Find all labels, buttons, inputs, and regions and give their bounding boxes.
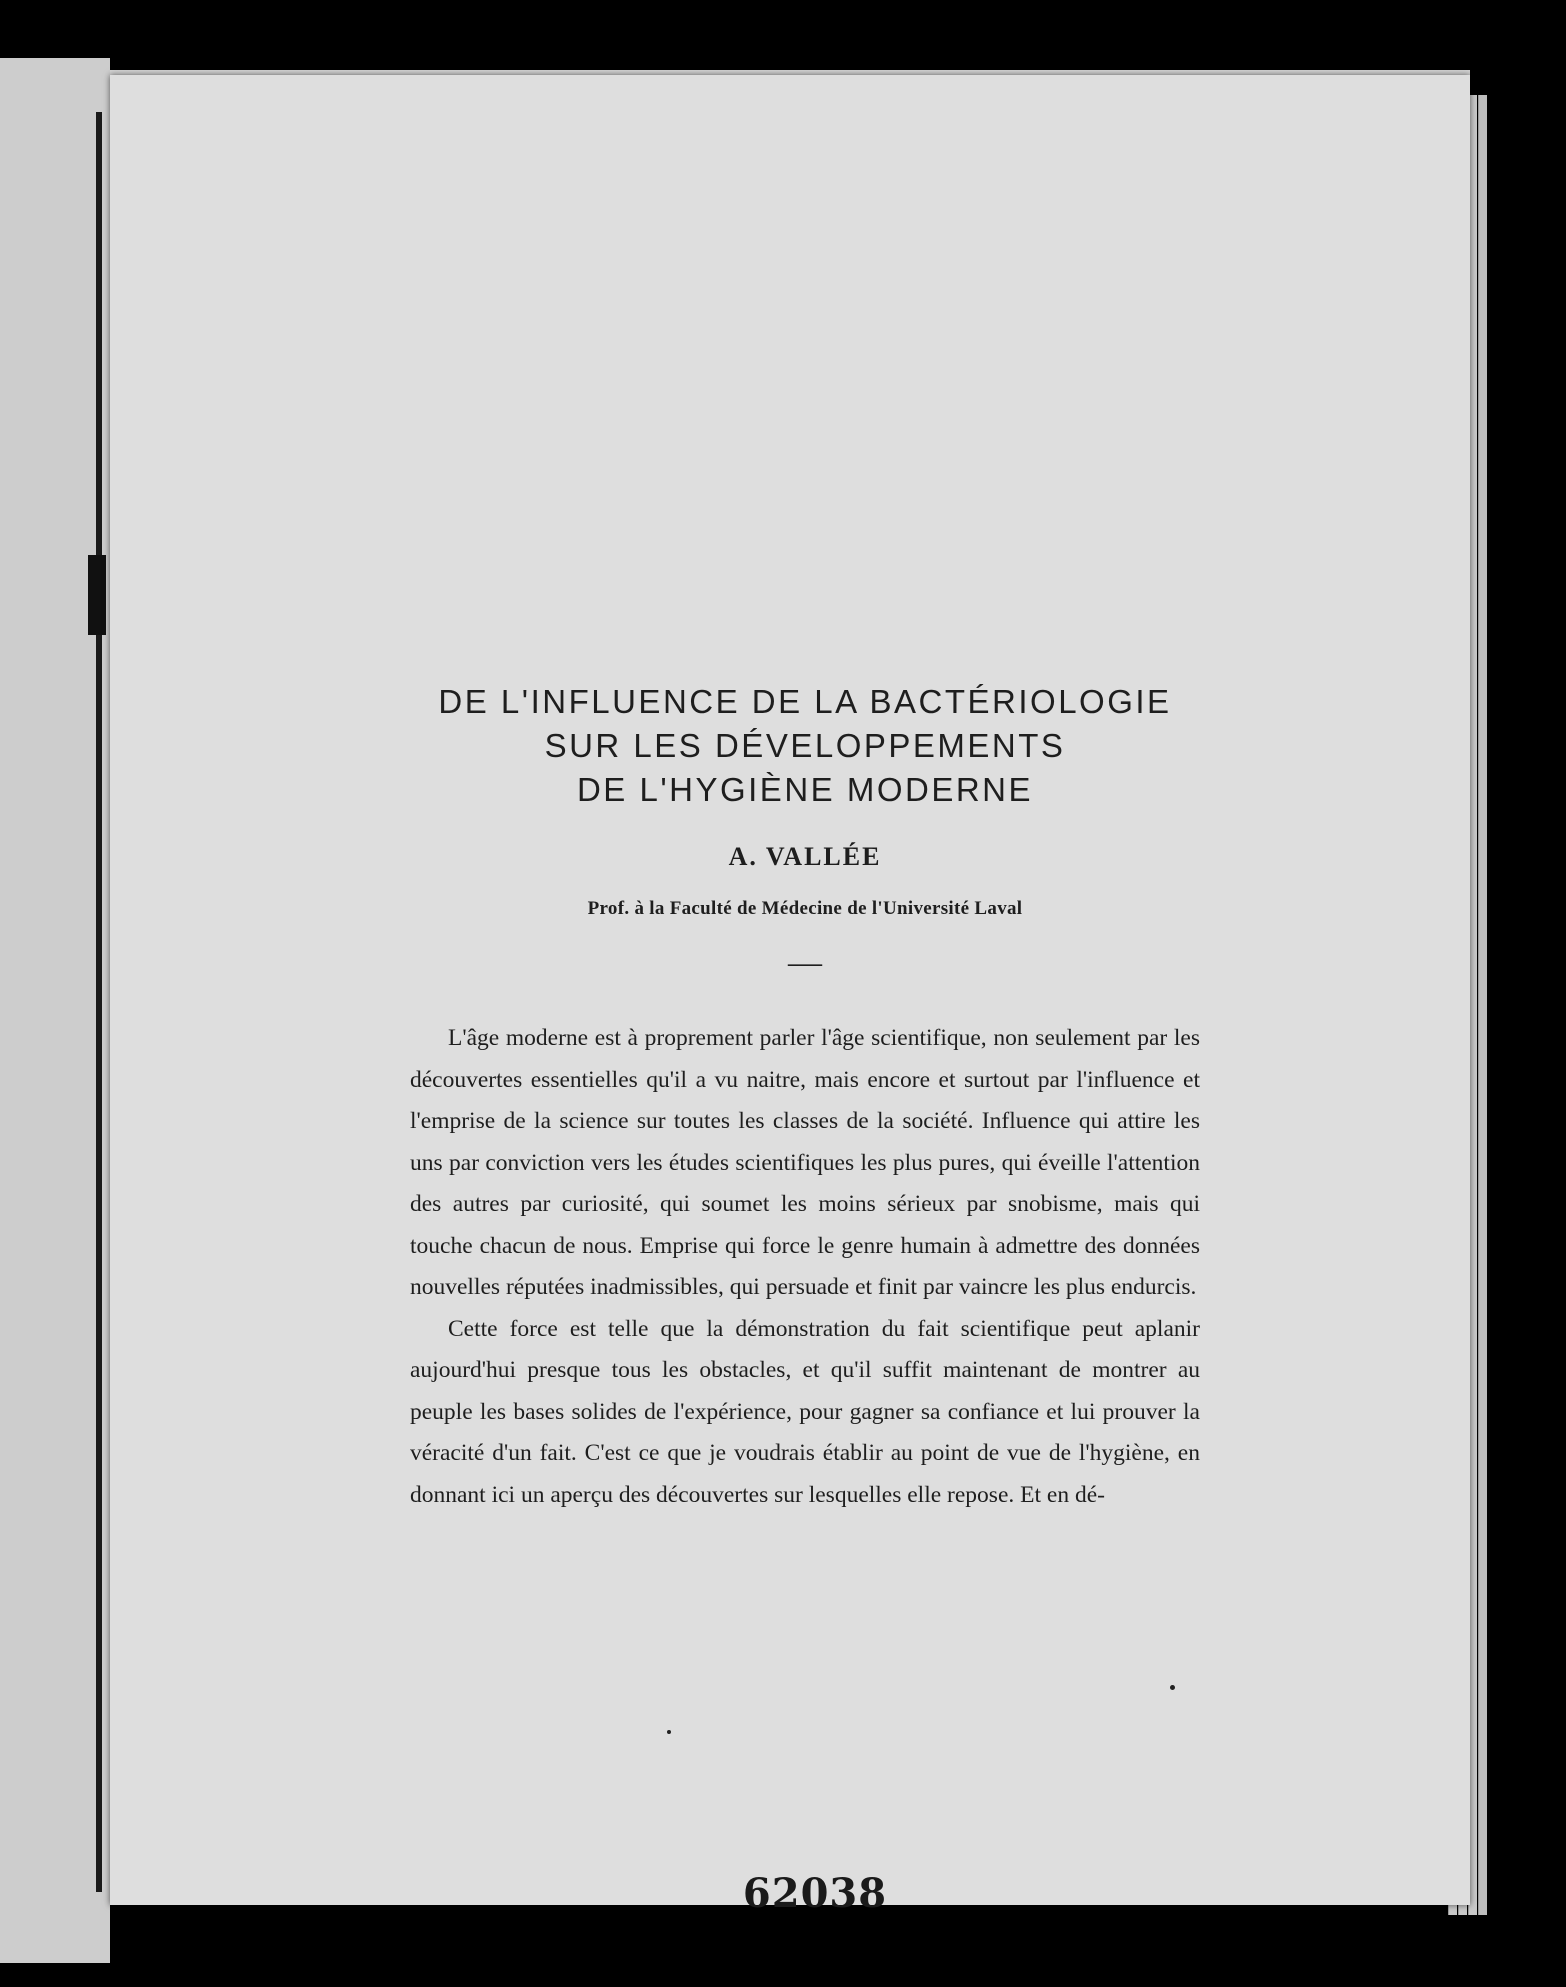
scanned-page — [110, 75, 1470, 1917]
title-line: DE L'INFLUENCE DE LA BACTÉRIOLOGIE — [438, 683, 1172, 720]
ink-speck — [1170, 1685, 1175, 1690]
right-page-edge — [1478, 95, 1487, 1915]
page-number: 62038 — [742, 1870, 888, 1917]
author-affiliation: Prof. à la Faculté de Médecine de l'Université Laval — [587, 898, 1023, 919]
left-page-tab — [88, 555, 106, 635]
paragraph: L'âge moderne est à proprement parler l'âge scientifique, non seulement par les découvertes essentielles qu'il a vu naitre, mais encore et surtout par l'influence et l'emprise de la science sur toutes les classes de la société. Influence qui attire les uns par conviction vers les études scientifiques les plus pures, qui éveille l'attention des autres par curiosité, qui soumet les moins sérieux par snobisme, mais qui touche chacun de nous. Emprise qui force le genre humain à admettre des données nouvelles réputées inadmissibles, qui persuade et finit par vaincre les plus endurcis. — [410, 1025, 1200, 1300]
author-name: A. VALLÉE — [728, 842, 882, 871]
title-line: SUR LES DÉVELOPPEMENTS — [544, 727, 1066, 764]
article-body — [410, 1018, 1200, 1516]
separator: — — [788, 944, 822, 981]
left-page-edge — [0, 58, 110, 1963]
title-line: DE L'HYGIÈNE MODERNE — [576, 771, 1034, 808]
article — [410, 680, 1200, 1516]
left-page-binding — [96, 112, 102, 1892]
paragraph: Cette force est telle que la démonstration du fait scientifique peut aplanir aujourd'hui presque tous les obstacles, et qu'il suffit maintenant de montrer au peuple les bases solides de l'expérience, pour gagner sa confiance et lui prouver la véracité d'un fait. C'est ce que je voudrais établir au point de vue de l'hygiène, en donnant ici un aperçu des découvertes sur lesquelles elle repose. Et en dé- — [410, 1315, 1200, 1508]
ink-speck — [667, 1730, 671, 1734]
article-title — [410, 680, 1200, 812]
